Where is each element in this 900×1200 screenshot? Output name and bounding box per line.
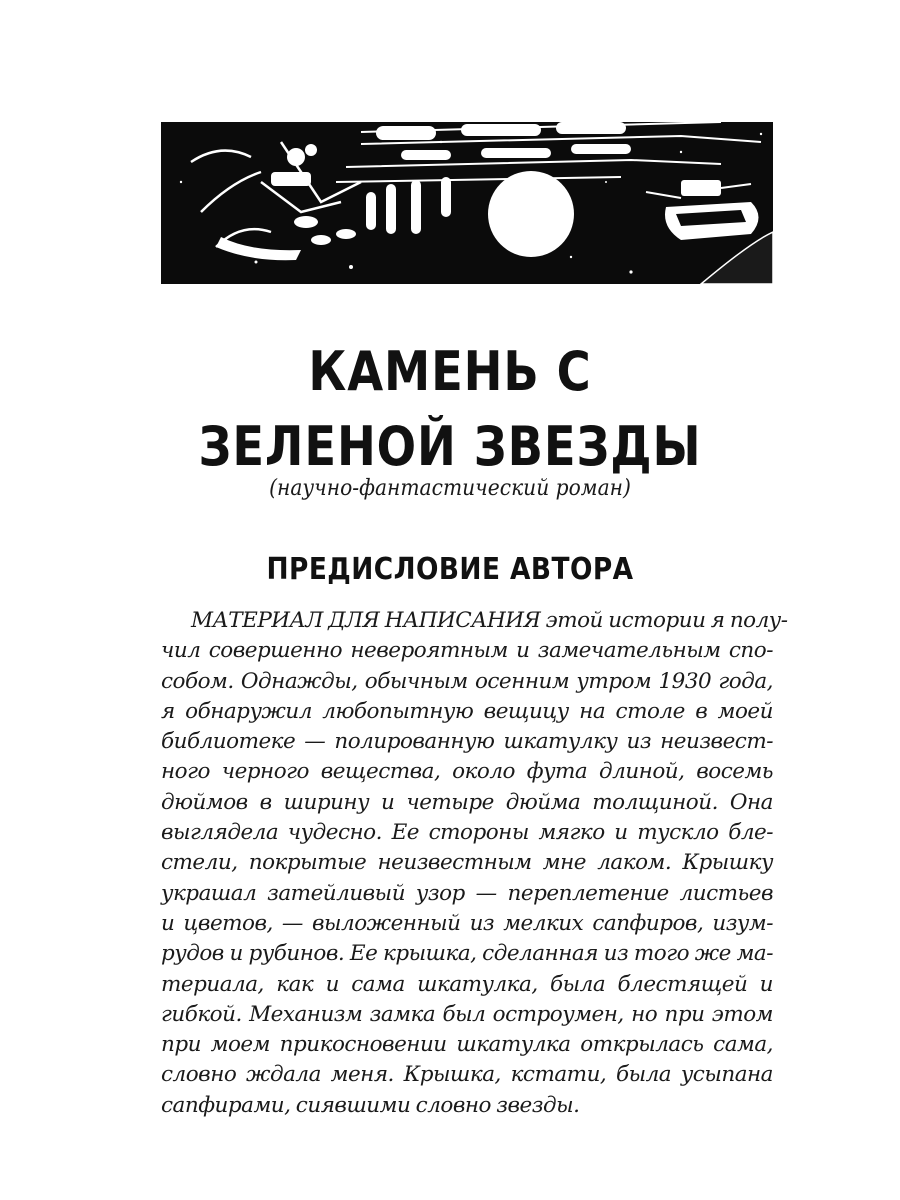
paragraph-line: дюймов в ширину и четыре дюйма толщиной. Она — [161, 789, 773, 815]
spaceship-illustration — [161, 122, 773, 284]
paragraph-line: сапфирами, сиявшими словно звезды. — [161, 1092, 580, 1118]
paragraph-line: библиотеке — полированную шкатулку из неизвест- — [161, 729, 773, 755]
paragraph-line: чил совершенно невероятным и замечательным спо- — [161, 638, 773, 664]
paragraph-line: стели, покрытые неизвестным мне лаком. Крышку — [161, 850, 773, 876]
paragraph-line: МАТЕРИАЛ ДЛЯ НАПИСАНИЯ этой истории я полу- — [191, 608, 788, 633]
book-title-line-1: КАМЕНЬ С — [308, 340, 592, 403]
paragraph-line: собом. Однажды, обычным осенним утром 1930 года, — [161, 668, 773, 694]
paragraph-line: выглядела чудесно. Ее стороны мягко и тускло бле- — [161, 820, 773, 846]
preface-paragraph — [161, 606, 788, 1121]
paragraph-line: я обнаружил любопытную вещицу на столе в моей — [161, 698, 773, 724]
paragraph-line: при моем прикосновении шкатулка открылась сама, — [161, 1032, 773, 1058]
paragraph-line: и цветов, — выложенный из мелких сапфиров, изум- — [161, 910, 773, 936]
book-subtitle: (научно-фантастический роман) — [269, 476, 631, 501]
paragraph-line: териала, как и сама шкатулка, была блестящей и — [161, 971, 773, 997]
spaceship-illustration-icon — [161, 122, 773, 284]
paragraph-line: ного черного вещества, около фута длиной, восемь — [161, 759, 773, 785]
paragraph-line: гибкой. Механизм замка был остроумен, но при этом — [161, 1001, 773, 1027]
paragraph-line: рудов и рубинов. Ее крышка, сделанная из того же ма- — [161, 941, 773, 967]
paragraph-line: украшал затейливый узор — переплетение листьев — [161, 880, 773, 906]
paragraph-line: словно ждала меня. Крышка, кстати, была усыпана — [161, 1062, 773, 1088]
book-title-line-2: ЗЕЛЕНОЙ ЗВЕЗДЫ — [198, 415, 702, 478]
section-heading: ПРЕДИСЛОВИЕ АВТОРА — [266, 552, 634, 587]
